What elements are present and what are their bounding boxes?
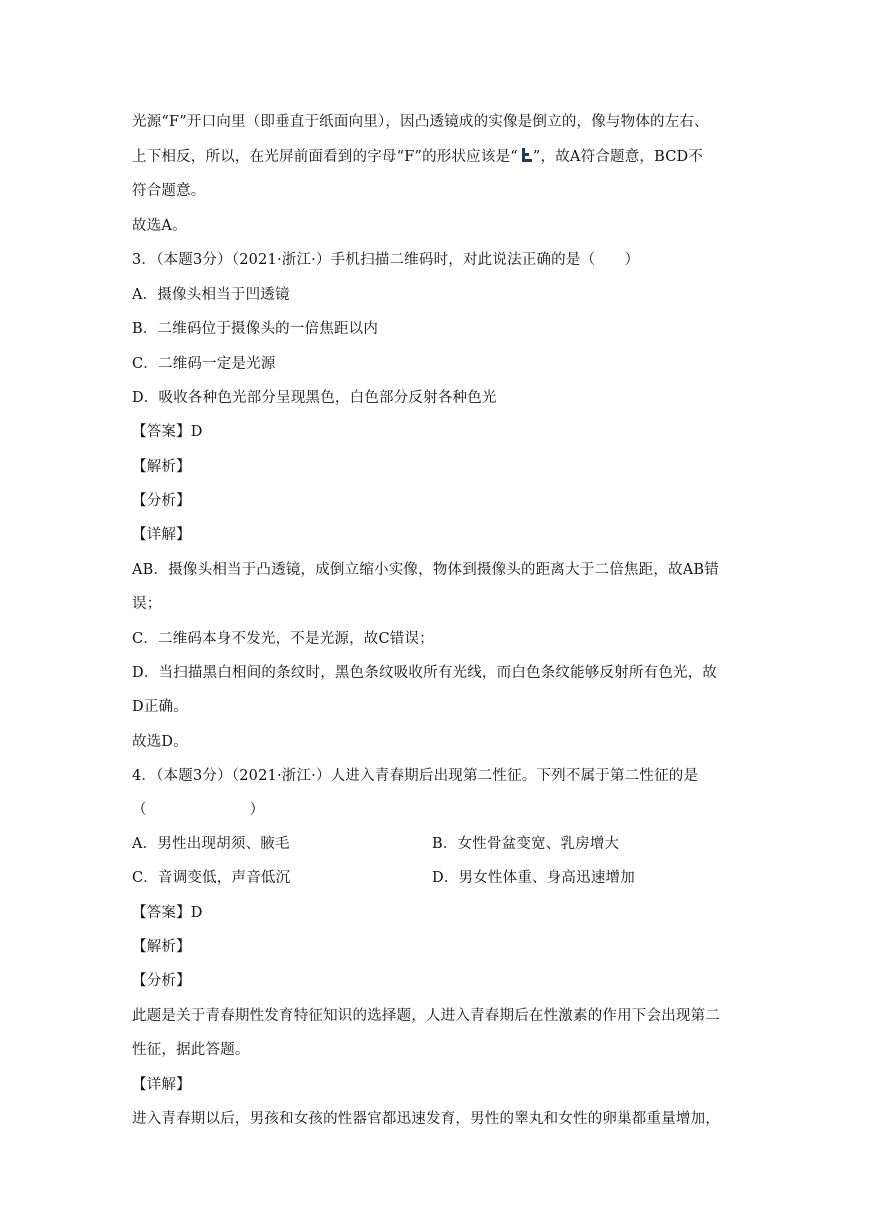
question-4-stem: 4．（本题3分）（2021·浙江·）人进入青春期后出现第二性征。下列不属于第二性征的是: [132, 768, 699, 784]
answer-bracket: （ ）: [132, 802, 265, 818]
text-line: AB．摄像头相当于凸透镜，成倒立缩小实像，物体到摄像头的距离大于二倍焦距，故AB错: [132, 562, 719, 578]
text-segment: ”，故A符合题意，BCD不: [532, 149, 704, 165]
rotated-letter-f-icon: [519, 146, 532, 164]
option-c: C．二维码一定是光源: [132, 356, 276, 372]
answer-label: 【答案】D: [132, 424, 203, 440]
text-line: [132, 145, 703, 166]
option-d: D．男女性体重、身高迅速增加: [432, 870, 635, 886]
text-line: 光源“F”开口向里（即垂直于纸面向里），因凸透镜成的实像是倒立的，像与物体的左右、: [132, 114, 709, 130]
option-b: B．二维码位于摄像头的一倍焦距以内: [132, 321, 379, 337]
text-segment: 上下相反，所以，在光屏前面看到的字母“F”的形状应该是“: [132, 149, 518, 165]
text-line: 误；: [132, 596, 162, 612]
detail-heading: 【详解】: [132, 527, 191, 543]
text-line: D．当扫描黑白相间的条纹时，黑色条纹吸收所有光线，而白色条纹能够反射所有色光，故: [132, 665, 718, 681]
analysis-heading: 【解析】: [132, 939, 191, 955]
text-line: 故选D。: [132, 734, 188, 750]
answer-label: 【答案】D: [132, 905, 203, 921]
text-line: 符合题意。: [132, 183, 206, 199]
fenxi-heading: 【分析】: [132, 973, 191, 989]
option-c: C．音调变低，声音低沉: [132, 870, 291, 886]
option-b: B．女性骨盆变宽、乳房增大: [432, 836, 620, 852]
text-line: 故选A。: [132, 218, 187, 234]
text-line: 此题是关于青春期性发育特征知识的选择题，人进入青春期后在性激素的作用下会出现第二: [132, 1008, 720, 1024]
text-line: 进入青春期以后，男孩和女孩的性器官都迅速发育，男性的睾丸和女性的卵巢都重量增加，: [132, 1111, 720, 1127]
fenxi-heading: 【分析】: [132, 493, 191, 509]
question-3-stem: 3．（本题3分）（2021·浙江·）手机扫描二维码时，对此说法正确的是（ ）: [132, 252, 640, 268]
option-d: D．吸收各种色光部分呈现黑色，白色部分反射各种色光: [132, 390, 497, 406]
text-line: C．二维码本身不发光，不是光源，故C错误；: [132, 631, 434, 647]
option-a: A．男性出现胡须、腋毛: [132, 836, 290, 852]
detail-heading: 【详解】: [132, 1077, 191, 1093]
text-line: D正确。: [132, 699, 188, 715]
text-line: 性征，据此答题。: [132, 1042, 250, 1058]
analysis-heading: 【解析】: [132, 459, 191, 475]
option-a: A．摄像头相当于凹透镜: [132, 287, 290, 303]
